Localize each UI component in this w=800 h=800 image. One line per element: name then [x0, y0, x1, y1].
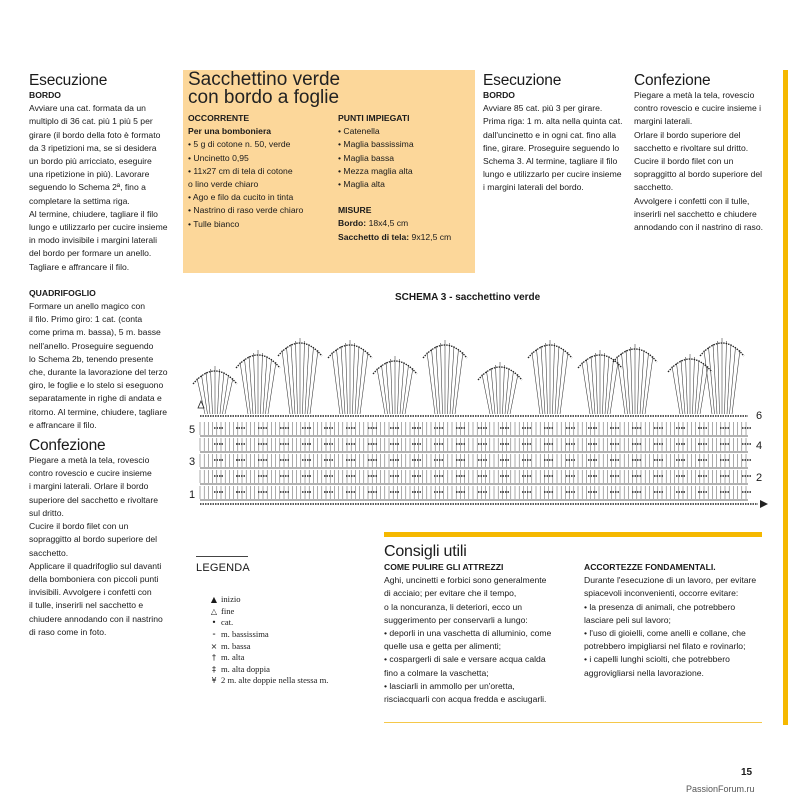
section-title-confezione-2: Confezione [634, 72, 711, 89]
legend-label: 2 m. alte doppie nella stessa m. [221, 675, 329, 686]
fan-chain [193, 371, 237, 384]
fan-stitch [503, 365, 505, 414]
text-line: superiore del sacchetto e rivoltare [29, 494, 158, 505]
text-line: da 3 ripetizioni ma, se si desidera [29, 142, 157, 153]
text-line: • lasciarli in ammollo per un'oretta, [384, 680, 515, 691]
text-line: che, durante la lavorazione del terzo [29, 367, 168, 378]
text-line: annodando con il nastrino di raso. [634, 222, 763, 233]
watermark: PassionForum.ru [686, 784, 755, 794]
legend-item [207, 652, 328, 664]
fan-stitch [450, 346, 454, 414]
title-line-1: Sacchettino verde [188, 69, 341, 90]
text-line: in modo invisibile i margini laterali [29, 235, 158, 246]
consigli-accent-bar [384, 532, 762, 537]
text-line: di raso come in foto. [29, 626, 107, 637]
text-line: girare (il bordo della foto è formato [29, 129, 161, 140]
text-line: • Maglia bassa [338, 152, 473, 165]
legend-symbol-icon: ‡ [212, 664, 216, 674]
fan-stitch [391, 359, 393, 414]
fan-stitch [360, 352, 368, 414]
fan-stitch [709, 347, 715, 414]
fan-stitch [405, 368, 413, 414]
text-line: completare la settima riga. [29, 195, 130, 206]
fan-stitch [206, 372, 210, 414]
text-line: • Tulle bianco [188, 218, 338, 231]
fan-stitch [358, 349, 364, 414]
occorrente-column [188, 112, 338, 231]
fan-stitch [638, 347, 640, 414]
accortezze-text [584, 574, 779, 680]
fan-stitch [303, 341, 305, 414]
section-title-esecuzione: Esecuzione [29, 72, 108, 89]
text-line: o la noncuranza, li deteriori, ecco un [384, 601, 523, 612]
legend-label: m. bassissima [221, 628, 269, 639]
text-line: aggrovigliarsi nella lavorazione. [584, 667, 704, 678]
fan-stitch [532, 352, 540, 414]
fan-stitch [713, 344, 717, 414]
text-line: Avviare una cat. formata da un [29, 103, 146, 114]
text-line: lungo e utilizzarlo per cucire insieme [483, 169, 622, 180]
fan-stitch [505, 368, 509, 414]
text-line: e affrancare il filo. [29, 419, 97, 430]
fan-stitch [268, 362, 276, 414]
fan-stitch [487, 371, 493, 414]
legend-label: m. alta [221, 652, 245, 663]
fan-stitch [693, 357, 695, 414]
confezione-text [29, 454, 179, 639]
fan-stitch [695, 360, 699, 414]
fan-stitch [400, 362, 404, 414]
text-line: sopraggitto al bordo superiore del [29, 534, 158, 545]
fan-stitch [537, 349, 543, 414]
fan-chain [578, 355, 622, 368]
fan-stitch [700, 366, 708, 414]
text-line: seguendo lo Schema 2ª, fino a [29, 182, 146, 193]
fan-stitch [337, 349, 343, 414]
fan-stitch [558, 349, 564, 414]
text-line: contro rovescio e cucire insieme [29, 468, 152, 479]
fan-chain [700, 343, 744, 356]
schema-title: SCHEMA 3 - sacchettino verde [395, 292, 541, 303]
fan-stitch [427, 352, 435, 414]
text-line: multiplo di 36 cat. più 1 più 5 per [29, 116, 153, 127]
fan-stitch [432, 349, 438, 414]
row-number-2: 2 [756, 472, 763, 484]
fan-stitch [617, 356, 625, 414]
text-line: i margini laterali del bordo. [483, 182, 584, 193]
fan-stitch [677, 363, 683, 414]
fan-stitch [681, 360, 685, 414]
text-line: sacchetto. [634, 182, 674, 193]
text-line: Al termine, chiudere, tagliare il filo [29, 208, 158, 219]
fan-stitch [686, 357, 688, 414]
subhead-bordo: BORDO [29, 90, 61, 100]
fan-stitch [353, 343, 355, 414]
text-line: chiudere annodando con il nastrino [29, 613, 163, 624]
legend-item [207, 594, 328, 606]
text-line: Prima riga: 1 m. alta nella quinta cat. [483, 116, 623, 127]
fan-stitch [398, 359, 400, 414]
fan-stitch [225, 378, 233, 414]
text-line: contro rovescio e cucire insieme i [634, 103, 762, 114]
section-title-esecuzione-2: Esecuzione [483, 72, 562, 89]
fan-stitch [622, 353, 628, 414]
legend-item [207, 640, 328, 652]
fan-stitch [704, 350, 712, 414]
legend-label: inizio [221, 594, 241, 605]
text-line: ritorno. Al termine, chiudere, tagliare [29, 406, 168, 417]
misure-sacchetto [338, 231, 473, 244]
text-line: sacchetto e rivoltare sul dritto. [634, 142, 749, 153]
fan-stitch [332, 352, 340, 414]
text-line: fine, girare. Proseguire seguendo lo [483, 142, 620, 153]
punti-label: PUNTI IMPIEGATI [338, 113, 410, 123]
text-line: suggerimento per conservarli a lungo: [384, 614, 528, 625]
legend-title: LEGENDA [196, 562, 250, 574]
fan-stitch [645, 356, 653, 414]
fan-stitch [455, 352, 463, 414]
legend-item [207, 675, 328, 687]
text-line: Piegare a metà la tela, rovescio [29, 455, 150, 466]
text-line: sul dritto. [29, 507, 64, 518]
legend-symbol-icon: • [211, 618, 217, 628]
accortezze-label: ACCORTEZZE FONDAMENTALI. [584, 562, 716, 572]
text-line: margini laterali. [634, 116, 693, 127]
fan-stitch [555, 346, 559, 414]
text-line: invisibili. Avvolgere i confetti con [29, 587, 152, 598]
bordo-size-label: Bordo: [338, 218, 367, 229]
accortezze-column [584, 561, 779, 680]
fan-stitch [631, 347, 633, 414]
fan-stitch [346, 343, 348, 414]
legend-item [207, 664, 328, 676]
fan-stitch [403, 365, 409, 414]
fan-stitch [725, 341, 727, 414]
text-line: • Mezza maglia alta [338, 165, 473, 178]
text-line: del bordo per formare un anello. [29, 248, 152, 259]
fan-stitch [305, 344, 309, 414]
page-accent-bar [783, 70, 788, 725]
fan-stitch [386, 362, 390, 414]
legend-item [207, 606, 328, 618]
text-line: potrebbero impigliarsi nel filato e rovinarlo; [584, 641, 746, 652]
fan-chain [528, 345, 572, 358]
fan-stitch [287, 347, 293, 414]
project-title [188, 71, 473, 106]
legend-label: m. alta doppia [221, 663, 270, 674]
fan-stitch [355, 346, 359, 414]
text-line: o lino verde chiaro [188, 179, 259, 190]
text-line: • 11x27 cm di tela di cotone [188, 165, 338, 178]
fan-stitch [197, 378, 205, 414]
fan-stitch [448, 343, 450, 414]
fan-chain [373, 361, 417, 374]
text-line: Tagliare e affrancare il filo. [29, 261, 130, 272]
text-line: separatamente in righe di andata e [29, 393, 162, 404]
quadrifoglio-text [29, 300, 179, 432]
end-marker-icon [198, 401, 204, 408]
legend-label: cat. [221, 617, 234, 628]
fan-stitch [308, 347, 314, 414]
page-number: 15 [741, 767, 753, 778]
come-pulire-column [384, 561, 579, 706]
legend-label: fine [221, 605, 235, 616]
legend-list [207, 594, 328, 687]
fan-stitch [582, 362, 590, 414]
fan-stitch [245, 359, 251, 414]
sacchetto-size-label: Sacchetto di tela: [338, 231, 410, 242]
bordo-text [29, 102, 179, 274]
text-line: Avvolgere i confetti con il tulle, [634, 195, 750, 206]
start-arrow-icon [760, 500, 768, 508]
fan-stitch [610, 362, 618, 414]
text-line: lungo e utilizzarlo per cucire insieme [29, 222, 168, 233]
fan-stitch [341, 346, 345, 414]
fan-stitch [261, 353, 263, 414]
text-line: una ripetizione in più). Lavorare [29, 169, 150, 180]
fan-stitch [223, 375, 229, 414]
bottom-rule [384, 722, 762, 723]
fan-stitch [626, 350, 630, 414]
fan-stitch [240, 362, 248, 414]
text-line: • Nastrino di raso verde chiaro [188, 204, 338, 217]
text-line: • Ago e filo da cucito in tinta [188, 191, 338, 204]
row-number-3: 3 [189, 456, 196, 468]
text-line: Applicare il quadrifoglio sul davanti [29, 560, 162, 571]
fan-stitch [441, 343, 443, 414]
text-line: il tulle, inserirli nel sacchetto e [29, 600, 144, 611]
text-line: Schema 3. Al termine, tagliare il filo [483, 156, 618, 167]
legend-rule [196, 556, 248, 557]
legend-item [207, 617, 328, 629]
fan-stitch [377, 368, 385, 414]
fan-stitch [291, 344, 295, 414]
fan-stitch [218, 369, 220, 414]
text-line: • i capelli lunghi sciolti, che potrebbero [584, 654, 730, 665]
text-line: • Maglia alta [338, 178, 473, 191]
text-line: sopraggitto al bordo superiore del [634, 169, 763, 180]
fan-stitch [202, 375, 208, 414]
fan-stitch [249, 356, 253, 414]
text-line: • Catenella [338, 125, 473, 138]
text-line: Cucire il bordo filet con un [634, 156, 734, 167]
text-line: nell'anello. Proseguire seguendo [29, 340, 154, 351]
text-line: • l'uso di gioielli, come anelli e collane, che [584, 628, 746, 639]
consigli-title [384, 543, 467, 560]
fan-stitch [491, 368, 495, 414]
text-line: Piegare a metà la tela, rovescio [634, 90, 755, 100]
punti-list [338, 125, 473, 191]
text-line: inserirli nel sacchetto e chiudere [634, 208, 757, 219]
text-line: un bordo più arricciato, eseguire [29, 156, 152, 167]
fan-stitch [510, 374, 518, 414]
legend-symbol-icon: △ [210, 606, 218, 616]
fan-stitch [560, 352, 568, 414]
sacchetto-size-value: 9x12,5 cm [411, 231, 452, 242]
right-text [634, 89, 779, 234]
consigli-heading: Consigli utili [384, 543, 467, 560]
fan-stitch [541, 346, 545, 414]
fan-stitch [640, 350, 644, 414]
legend-symbol-icon: ⁃ [212, 629, 216, 639]
left-column [29, 72, 179, 639]
right-column [634, 72, 779, 234]
misure-label: MISURE [338, 205, 372, 216]
fan-stitch [591, 356, 595, 414]
text-line: Formare un anello magico con [29, 301, 146, 312]
fan-stitch [296, 341, 298, 414]
legend-item [207, 629, 328, 641]
text-line: • la presenza di animali, che potrebbero [584, 601, 736, 612]
punti-column [338, 112, 473, 244]
fan-stitch [727, 344, 731, 414]
fan-stitch [546, 343, 548, 414]
fan-stitch [310, 350, 318, 414]
text-line: • 5 g di cotone n. 50, verde [188, 138, 338, 151]
fan-stitch [732, 350, 740, 414]
row-number-6: 6 [756, 410, 763, 422]
fan-stitch [496, 365, 498, 414]
text-line: quelle usa e getta per alimenti; [384, 641, 502, 652]
fan-stitch [453, 349, 459, 414]
come-pulire-label: COME PULIRE GLI ATTREZZI [384, 562, 504, 572]
per-label: Per una bomboniera [188, 126, 272, 137]
text-line: della bomboniera con piccoli punti [29, 573, 159, 584]
fan-stitch [220, 372, 224, 414]
fan-stitch [672, 366, 680, 414]
text-line: di acciaio; per evitare che il tempo, [384, 588, 517, 599]
text-line: lo Schema 2b, tenendo presente [29, 353, 154, 364]
fan-stitch [266, 359, 272, 414]
section-title-confezione: Confezione [29, 437, 106, 455]
text-line: risciacquarli con acqua fredda e asciugarli. [384, 694, 547, 705]
row-number-4: 4 [756, 440, 763, 452]
text-line: come prima m. bassa), 5 m. basse [29, 327, 161, 338]
fan-chain [278, 343, 322, 356]
text-line: dall'uncinetto e in ogni cat. fino alla [483, 129, 617, 140]
text-line: spiacevoli inconvenienti, occorre evitare: [584, 588, 739, 599]
legend-symbol-icon: † [212, 653, 216, 663]
fan-stitch [382, 365, 388, 414]
fan-stitch [508, 371, 514, 414]
subhead-quadrifoglio: QUADRIFOGLIO [29, 287, 96, 298]
legend-symbol-icon: ¥ [211, 676, 217, 686]
fan-stitch [282, 350, 290, 414]
fan-stitch [553, 343, 555, 414]
text-line: giro, le foglie e lo stelo si eseguono [29, 380, 164, 391]
fan-stitch [482, 374, 490, 414]
bordo-size-value: 18x4,5 cm [368, 218, 409, 229]
text-line: • Maglia bassissima [338, 138, 473, 151]
fan-chain [668, 359, 712, 372]
text-line: • Uncinetto 0,95 [188, 152, 338, 165]
text-line: fino a colmare la vaschetta; [384, 667, 489, 678]
fan-stitch [608, 359, 614, 414]
fan-stitch [211, 369, 213, 414]
text-line: Orlare il bordo superiore del [634, 129, 741, 140]
title-line-2: con bordo a foglie [188, 86, 340, 108]
text-line: Cucire il bordo filet con un [29, 521, 129, 532]
row-number-1: 1 [189, 489, 196, 501]
legend-symbol-icon: × [210, 641, 218, 651]
legend-label: m. bassa [221, 640, 251, 651]
text-line: Durante l'esecuzione di un lavoro, per evitare [584, 575, 757, 586]
misure-bordo [338, 217, 473, 230]
occorrente-label: OCCORRENTE [188, 113, 250, 123]
fan-stitch [263, 356, 267, 414]
text-line: lasciare peli sul lavoro; [584, 614, 671, 625]
come-pulire-text [384, 574, 579, 706]
fan-stitch [643, 353, 649, 414]
text-line: Avviare 85 cat. più 3 per girare. [483, 103, 603, 114]
middle-column [483, 72, 628, 195]
fan-stitch [605, 356, 609, 414]
fan-chain [613, 349, 657, 362]
text-line: il filo. Primo giro: 1 cat. (conta [29, 314, 143, 325]
fan-stitch [587, 359, 593, 414]
fan-stitch [436, 346, 440, 414]
fan-chain [328, 345, 372, 358]
subhead-bordo-2: BORDO [483, 90, 515, 100]
text-line: • deporli in una vaschetta di alluminio, come [384, 628, 552, 639]
text-line: Aghi, uncinetti e forbici sono generalmente [384, 575, 547, 586]
fan-stitch [254, 353, 256, 414]
fan-stitch [698, 363, 704, 414]
text-line: sacchetto. [29, 547, 69, 558]
fan-chain [423, 345, 467, 358]
fan-stitch [730, 347, 736, 414]
row-number-5: 5 [189, 424, 196, 436]
legend-symbol-icon: ▲ [210, 595, 218, 605]
text-line: i margini laterali. Orlare il bordo [29, 481, 149, 492]
fan-chain [236, 355, 280, 368]
fan-stitch [596, 353, 598, 414]
middle-text [483, 102, 628, 194]
occorrente-list [188, 138, 338, 230]
fan-chain [478, 367, 522, 380]
text-line: • cospargerli di sale e versare acqua calda [384, 654, 546, 665]
fan-stitch [603, 353, 605, 414]
fan-stitch [718, 341, 720, 414]
